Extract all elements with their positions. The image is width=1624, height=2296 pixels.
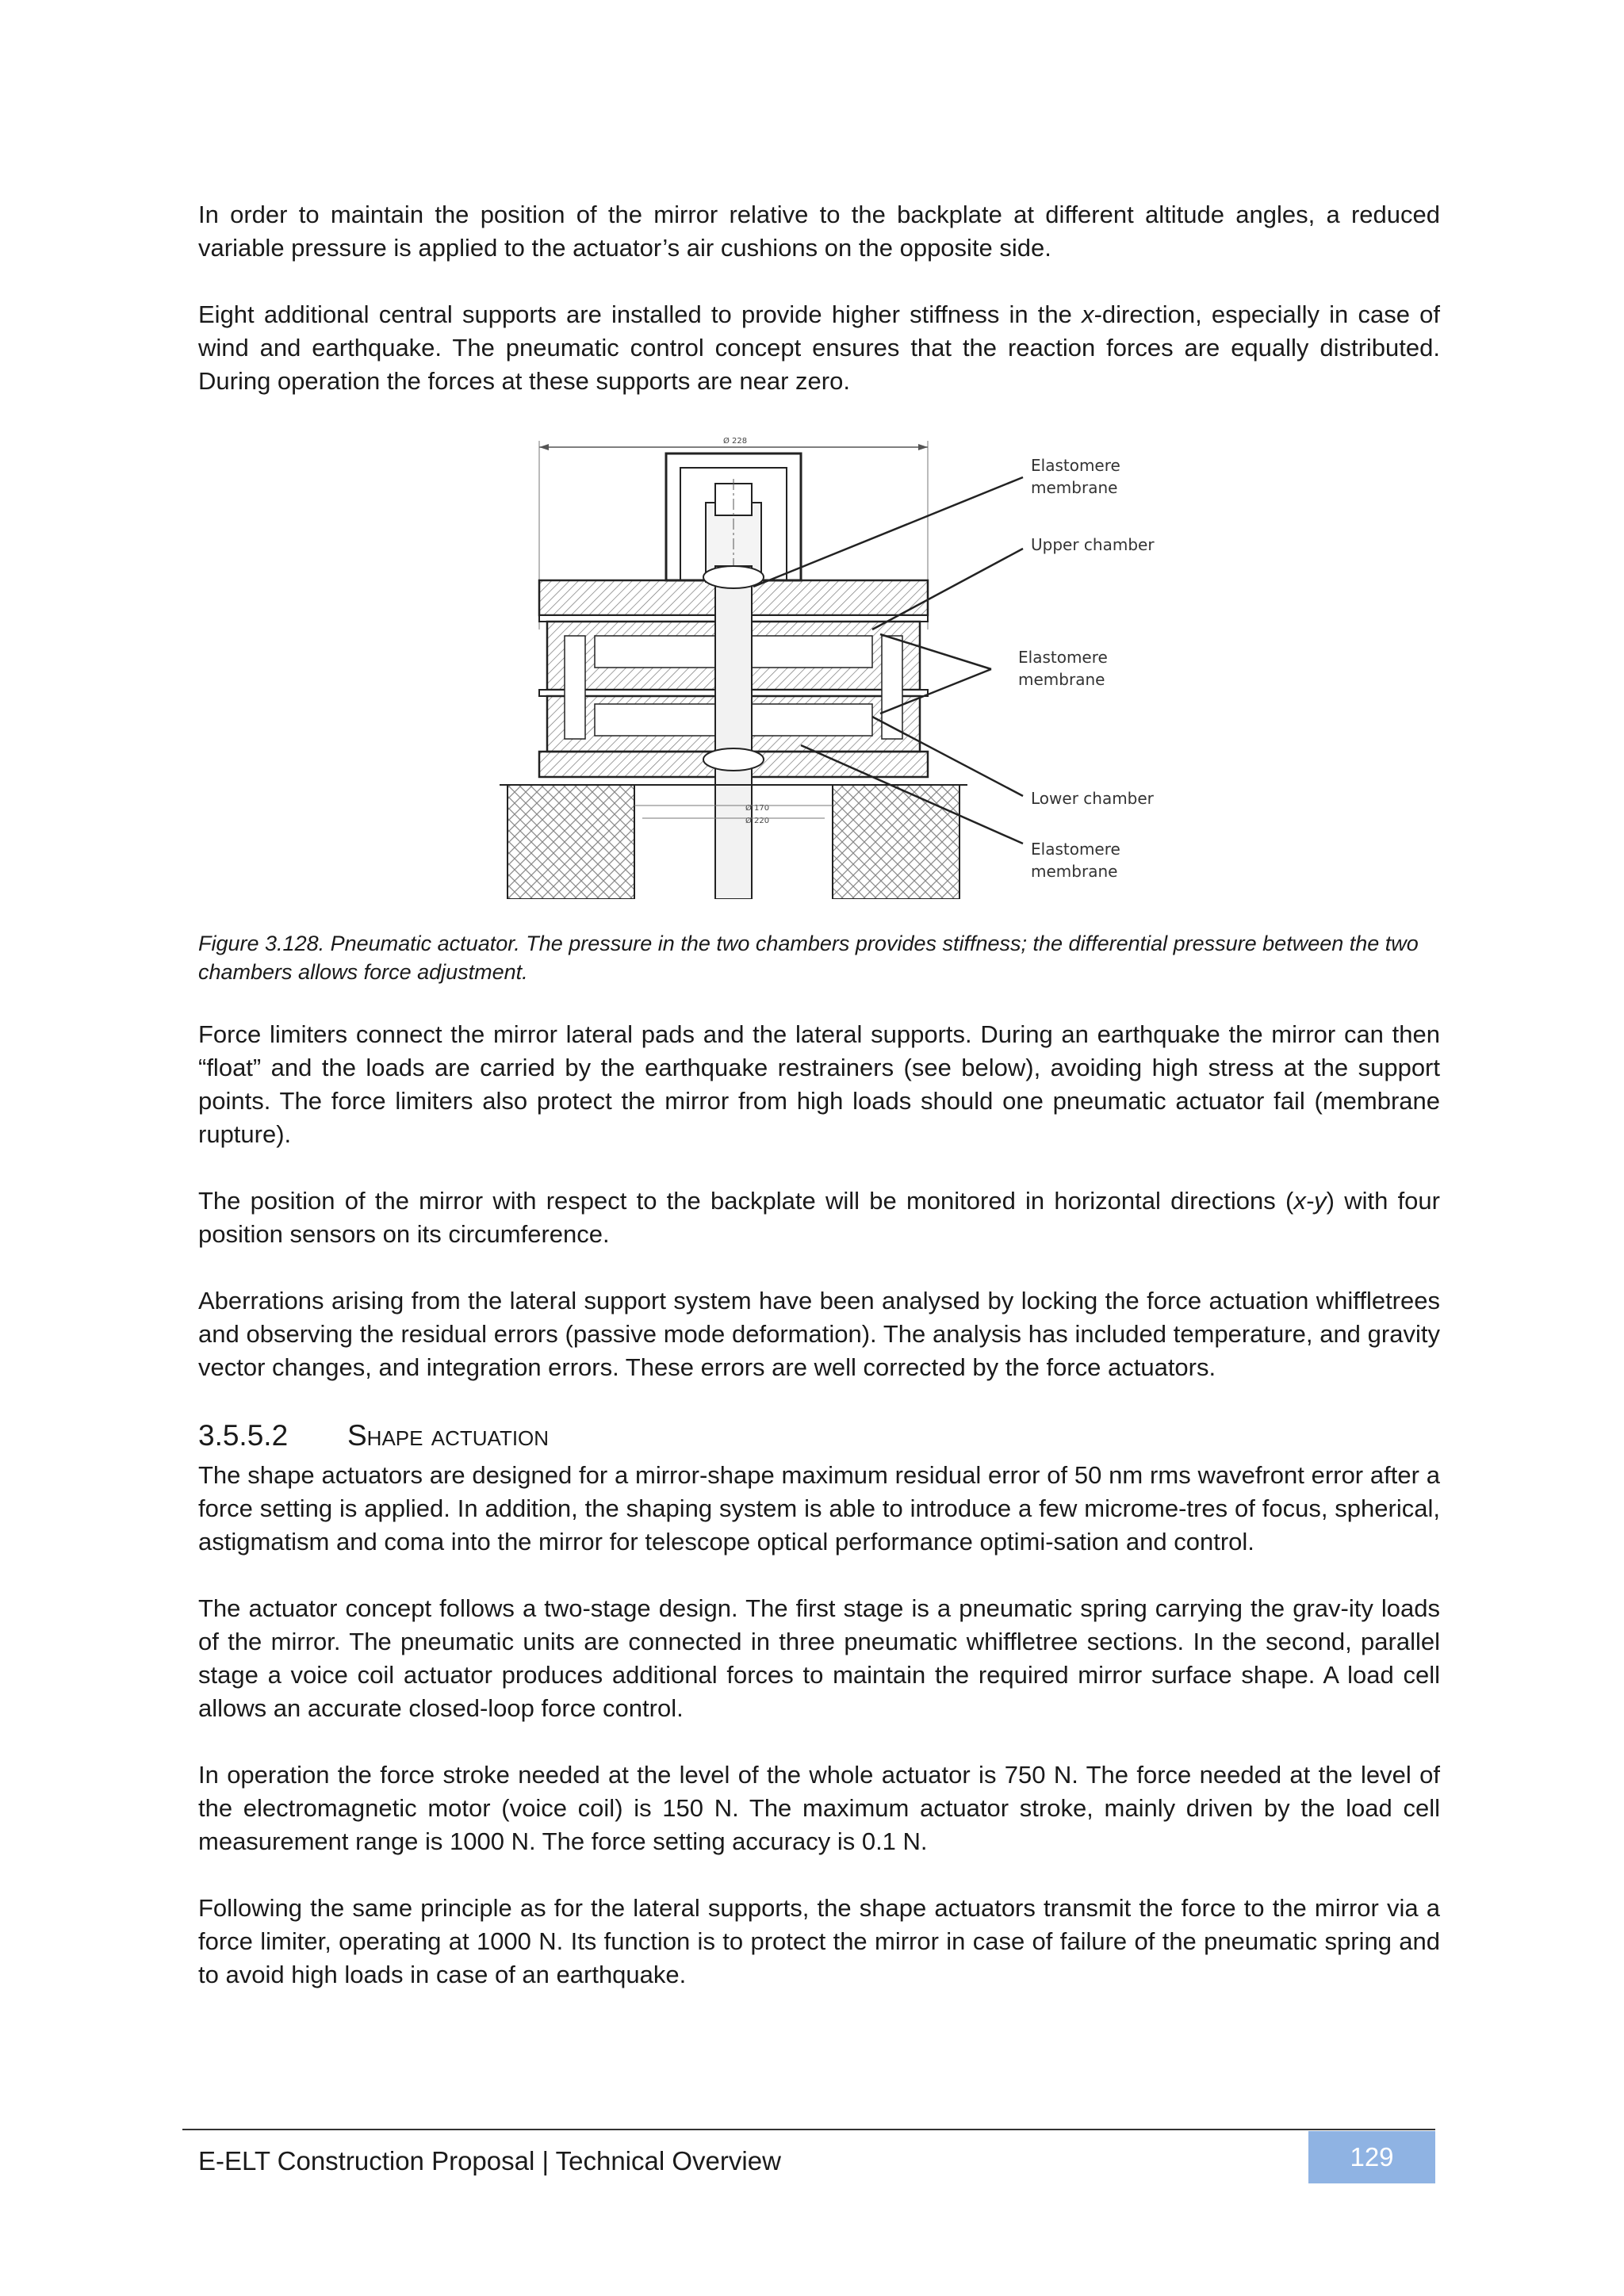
section-number: 3.5.5.2 (198, 1419, 289, 1452)
label-elastomere-1a: Elastomere (1031, 456, 1120, 475)
label-elastomere-3a: Elastomere (1031, 840, 1120, 859)
footer-text: E-ELT Construction Proposal | Technical Overview (198, 2146, 781, 2175)
dim-mid1-label: Ø 170 (745, 804, 770, 813)
actuator-drawing (198, 431, 1440, 899)
paragraph-6: The shape actuators are designed for a mirror-shape maximum residual error of 50 nm rms wavefront error after a force setting is applied. In addition, the shaping system is able to introduce a few microme-tres of focus, spherical, astigmatism and coma into the mirror for telescope optical performance optimi-sation and control. (198, 1461, 1440, 1556)
paragraph-4-pre: The position of the mirror with respect to the backplate will be monitored in horizontal directions ( (198, 1187, 1294, 1215)
page-number: 129 (1308, 2131, 1435, 2183)
label-elastomere-2b: membrane (1018, 670, 1105, 689)
paragraph-2-post: -direction, especially in case of wind and earthquake. The pneumatic control concept ensures that the reaction forces are equally distributed. During operation the forces at these supports are near zero. (198, 300, 1440, 395)
section-title: Shape actuation (347, 1419, 550, 1452)
section-heading (198, 1418, 1440, 1454)
paragraph-1: In order to maintain the position of the mirror relative to the backplate at different altitude angles, a reduced variable pressure is applied to the actuator’s air cushions on the opposite side. (198, 201, 1440, 262)
label-elastomere-3b: membrane (1031, 862, 1118, 881)
paragraph-9: Following the same principle as for the lateral supports, the shape actuators transmit the force to the mirror via a force limiter, operating at 1000 N. Its function is to protect the mirror in case of failure of the pneumatic spring and to avoid high loads in case of an earthquake. (198, 1894, 1440, 1988)
label-elastomere-1b: membrane (1031, 478, 1118, 497)
paragraph-3: Force limiters connect the mirror lateral pads and the lateral supports. During an earthquake the mirror can then “float” and the loads are carried by the earthquake restrainers (see below), avoiding high stress at the support points. The force limiters also protect the mirror from high loads should one pneumatic actuator fail (membrane rupture). (198, 1020, 1440, 1148)
dim-mid2-label: Ø 220 (745, 817, 770, 825)
label-upper-chamber: Upper chamber (1031, 535, 1155, 554)
paragraph-2 (198, 298, 1440, 398)
label-elastomere-2a: Elastomere (1018, 648, 1108, 667)
paragraph-2-pre: Eight additional central supports are installed to provide higher stiffness in the (198, 300, 1082, 328)
paragraph-7: The actuator concept follows a two-stage design. The first stage is a pneumatic spring carrying the grav-ity loads of the mirror. The pneumatic units are connected in three pneumatic whiffletree sections. In the second, parallel stage a voice coil actuator produces additional forces to maintain the required mirror surface shape. A load cell allows an accurate closed-loop force control. (198, 1594, 1440, 1722)
figure-caption: Figure 3.128. Pneumatic actuator. The pressure in the two chambers provides stiffness; the differential pressure between the two chambers allows force adjustment. (198, 932, 1419, 984)
paragraph-5: Aberrations arising from the lateral support system have been analysed by locking the force actuation whiffletrees and observing the residual errors (passive mode deformation). The analysis has included temperature, and gravity vector changes, and integration errors. These errors are well corrected by the force actuators. (198, 1287, 1440, 1381)
figure-labels (1018, 456, 1155, 881)
paragraph-4-post: ) with four position sensors on its circumference. (198, 1187, 1440, 1248)
page-content (198, 198, 1440, 1992)
paragraph-4-italic: x-y (1293, 1187, 1327, 1215)
figure-pneumatic-actuator (198, 431, 1440, 899)
dim-top-label: Ø 228 (723, 437, 748, 446)
footer-rule (182, 2129, 1435, 2130)
paragraph-2-italic: x (1082, 300, 1094, 328)
label-lower-chamber: Lower chamber (1031, 789, 1154, 808)
paragraph-4 (198, 1184, 1440, 1251)
paragraph-8: In operation the force stroke needed at the level of the whole actuator is 750 N. The force needed at the level of the electromagnetic motor (voice coil) is 150 N. The maximum actuator stroke, mainly driven by the load cell measurement range is 1000 N. The force setting accuracy is 0.1 N. (198, 1761, 1440, 1855)
